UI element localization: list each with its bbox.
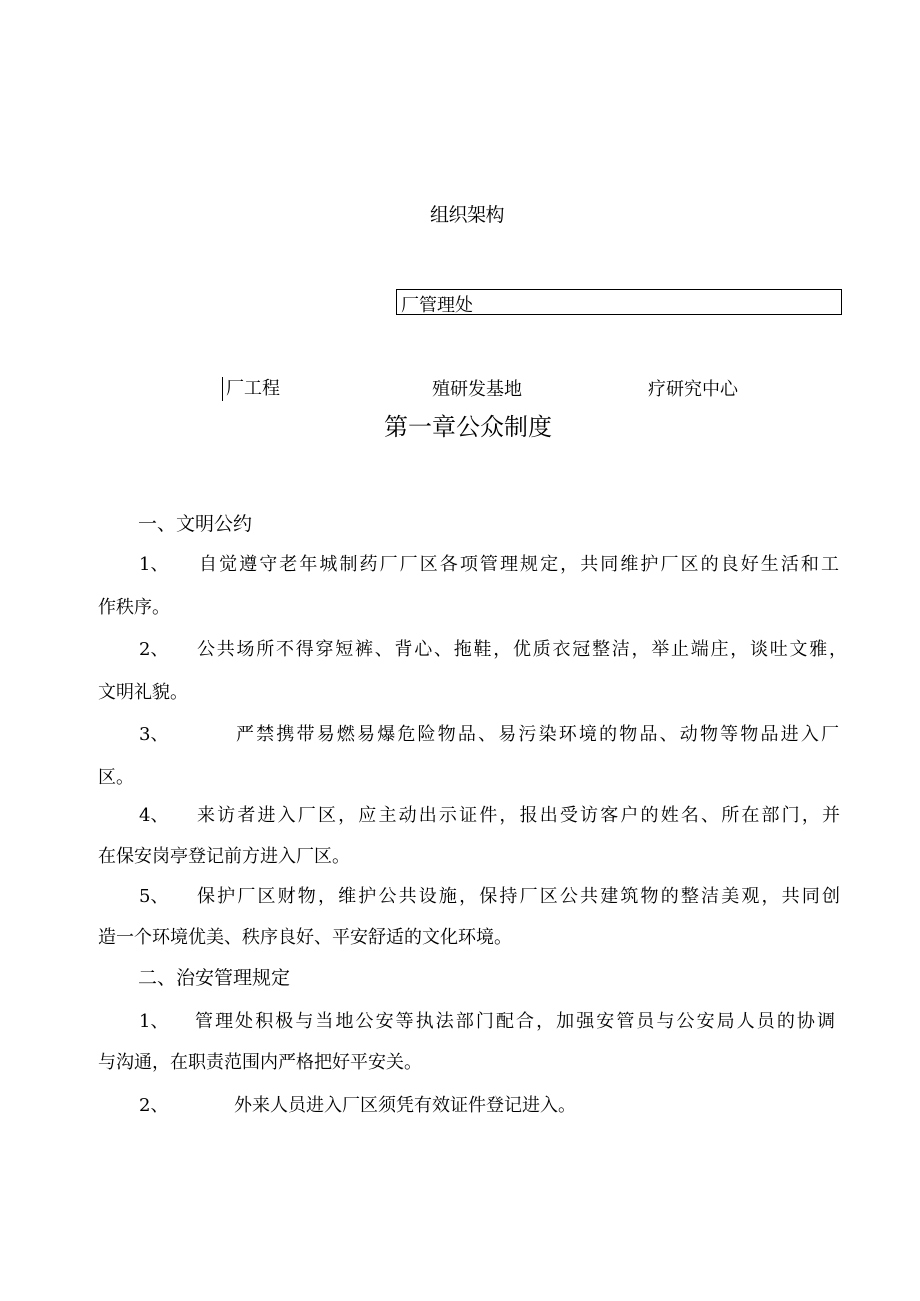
list-item-text-cont: 与沟通，在职责范围内严格把好平安关。 <box>98 1052 422 1073</box>
org-chart-title: 组织架构 <box>430 204 505 226</box>
list-item-number: 1、 <box>139 554 169 575</box>
list-item-text-cont: 造一个环境优美、秩序良好、平安舒适的文化环境。 <box>98 927 512 948</box>
list-item-number: 1、 <box>139 1011 169 1032</box>
list-item-text-cont: 区。 <box>98 767 134 788</box>
section-heading-security: 二、治安管理规定 <box>138 967 291 989</box>
list-item-text: 保护厂区财物，维护公共设施，保持厂区公共建筑物的整洁美观，共同创 <box>197 886 840 907</box>
org-top-box <box>396 289 842 315</box>
section-heading-civility: 一、文明公约 <box>138 513 253 535</box>
list-item-text-cont: 文明礼貌。 <box>98 682 188 703</box>
list-item-text: 公共场所不得穿短裤、背心、拖鞋，优质衣冠整洁，举止端庄，谈吐文雅， <box>197 639 847 660</box>
org-branch-engineering: 厂工程 <box>222 377 280 401</box>
list-item-number: 3、 <box>139 724 169 745</box>
org-top-box-label: 厂管理处 <box>401 295 473 316</box>
list-item-text: 自觉遵守老年城制药厂厂区各项管理规定，共同维护厂区的良好生活和工 <box>199 554 839 575</box>
list-item-text: 外来人员进入厂区须凭有效证件登记进入。 <box>234 1095 576 1116</box>
org-branch-research-center: 疗研究中心 <box>648 379 738 400</box>
list-item-text-cont: 在保安岗亭登记前方进入厂区。 <box>98 846 350 867</box>
list-item-number: 4、 <box>139 805 169 826</box>
list-item-text-cont: 作秩序。 <box>98 597 170 618</box>
org-branch-breeding-base: 殖研发基地 <box>432 379 522 400</box>
list-item-text: 严禁携带易燃易爆危险物品、易污染环境的物品、动物等物品进入厂 <box>236 724 839 745</box>
list-item-number: 2、 <box>139 639 169 660</box>
chapter-title: 第一章公众制度 <box>384 413 552 441</box>
list-item-number: 2、 <box>139 1095 169 1116</box>
list-item-text: 管理处积极与当地公安等执法部门配合，加强安管员与公安局人员的协调 <box>195 1011 835 1032</box>
list-item-number: 5、 <box>139 886 169 907</box>
list-item-text: 来访者进入厂区，应主动出示证件，报出受访客户的姓名、所在部门，并 <box>197 805 840 826</box>
